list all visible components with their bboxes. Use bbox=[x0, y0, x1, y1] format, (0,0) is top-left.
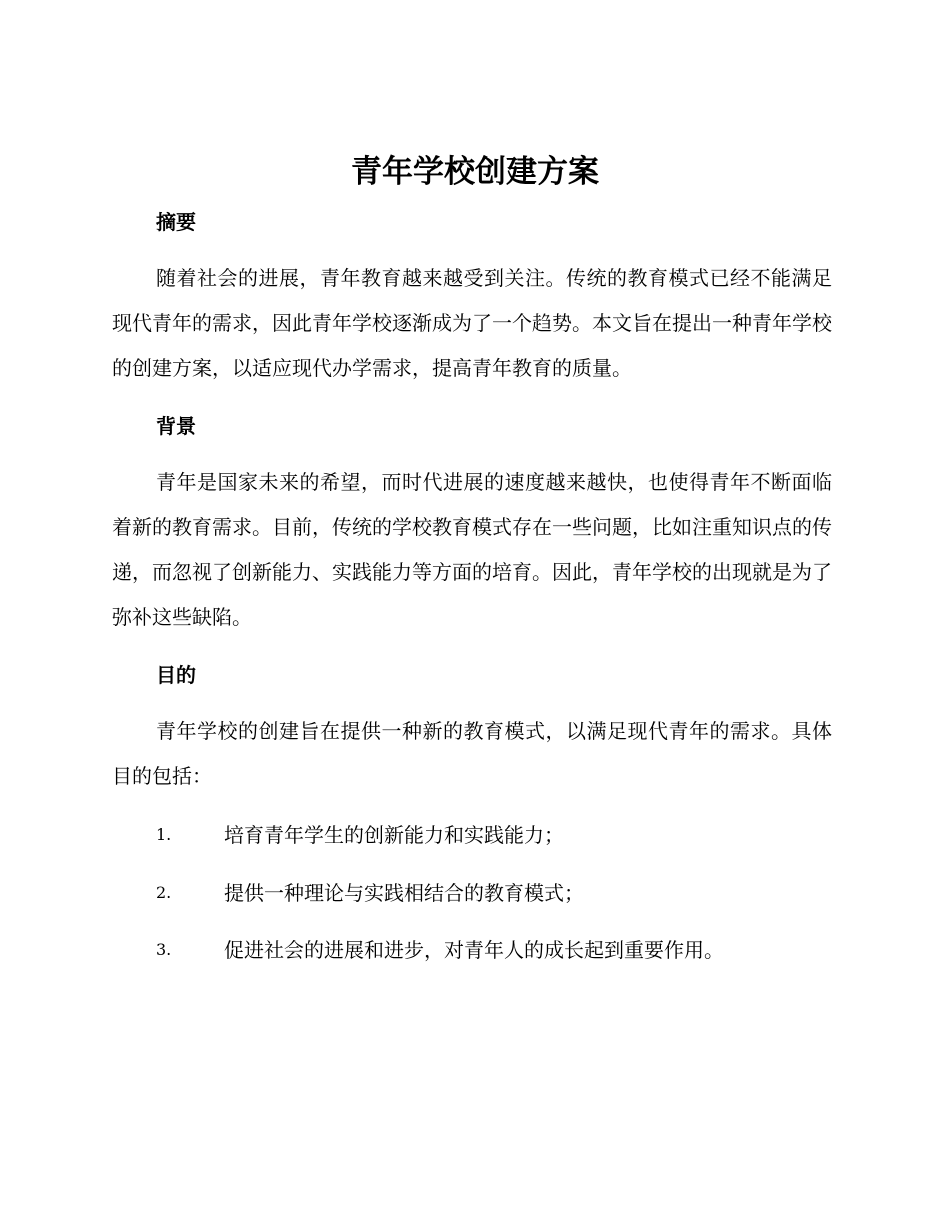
list-item-text: 促进社会的进展和进步，对青年人的成长起到重要作用。 bbox=[224, 938, 724, 962]
section-paragraph-background: 青年是国家未来的希望，而时代进展的速度越来越快，也使得青年不断面临着新的教育需求。目前，传统的学校教育模式存在一些问题，比如注重知识点的传递，而忽视了创新能力、实践能力等方面的培育。因此，青年学校的出现就是为了弥补这些缺陷。 bbox=[112, 470, 832, 629]
list-item bbox=[156, 935, 836, 965]
list-item-text: 培育青年学生的创新能力和实践能力； bbox=[224, 823, 564, 847]
section-paragraph-abstract: 随着社会的进展，青年教育越来越受到关注。传统的教育模式已经不能满足现代青年的需求，因此青年学校逐渐成为了一个趋势。本文旨在提出一种青年学校的创建方案，以适应现代办学需求，提高青年教育的质量。 bbox=[112, 266, 832, 380]
list-item-number: 1. bbox=[156, 825, 172, 844]
section-heading-background: 背景 bbox=[156, 414, 196, 438]
list-item bbox=[156, 878, 836, 908]
list-item-number: 3. bbox=[156, 940, 172, 959]
section-heading-purpose: 目的 bbox=[156, 663, 196, 687]
list-item bbox=[156, 820, 836, 850]
document-title: 青年学校创建方案 bbox=[351, 154, 599, 190]
list-item-number: 2. bbox=[156, 883, 172, 902]
section-heading-abstract: 摘要 bbox=[156, 210, 196, 234]
list-item-text: 提供一种理论与实践相结合的教育模式； bbox=[224, 881, 584, 905]
section-paragraph-purpose: 青年学校的创建旨在提供一种新的教育模式，以满足现代青年的需求。具体目的包括： bbox=[112, 719, 832, 788]
